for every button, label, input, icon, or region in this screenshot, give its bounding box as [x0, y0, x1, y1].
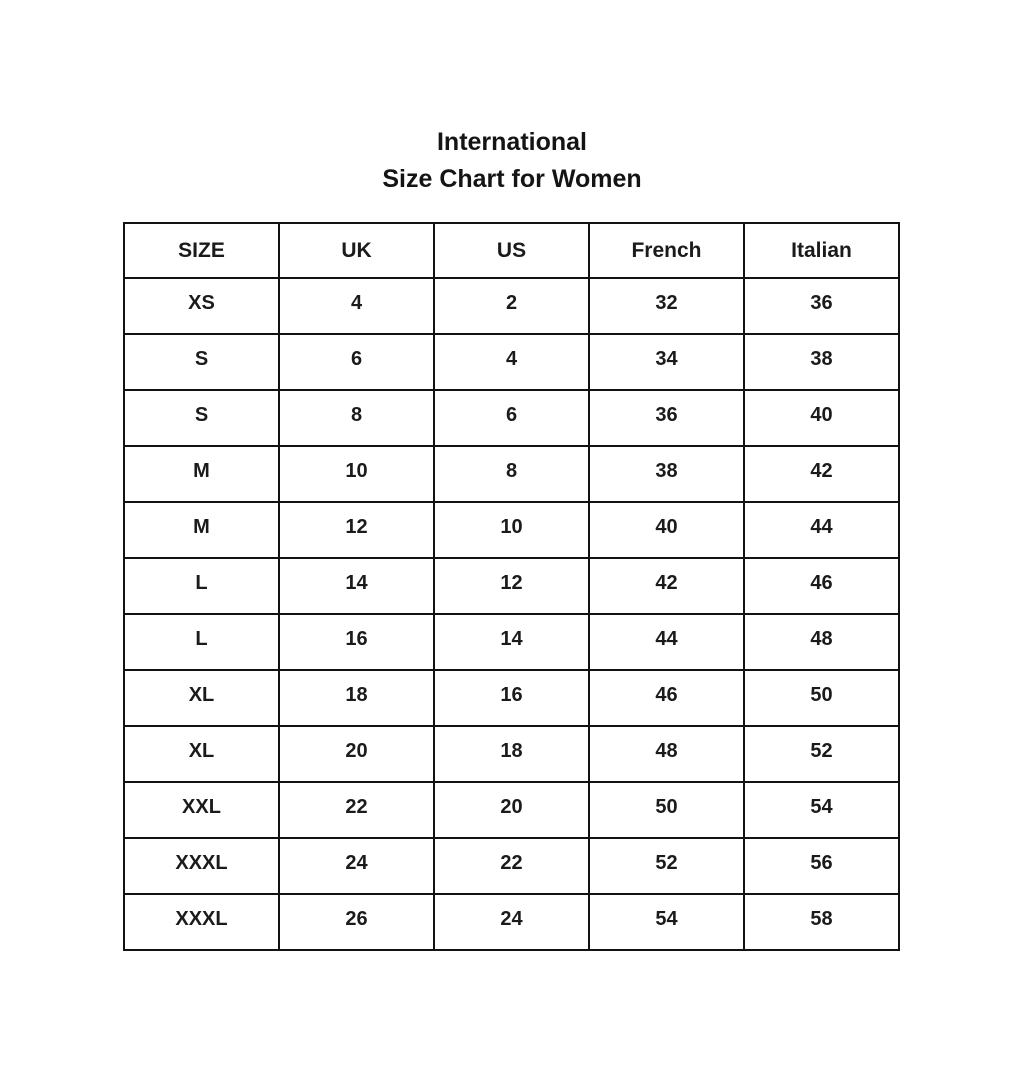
table-cell: L [124, 558, 279, 614]
table-cell: 20 [279, 726, 434, 782]
table-cell: 26 [279, 894, 434, 950]
table-cell: 18 [434, 726, 589, 782]
table-cell: 32 [589, 278, 744, 334]
table-cell: 16 [279, 614, 434, 670]
table-cell: 6 [434, 390, 589, 446]
table-cell: XL [124, 726, 279, 782]
table-cell: M [124, 502, 279, 558]
table-row [124, 726, 899, 782]
table-cell: 10 [434, 502, 589, 558]
table-cell: 20 [434, 782, 589, 838]
table-cell: 4 [434, 334, 589, 390]
table-cell: 50 [589, 782, 744, 838]
table-row [124, 390, 899, 446]
table-cell: 24 [279, 838, 434, 894]
table-cell: L [124, 614, 279, 670]
table-cell: 48 [744, 614, 899, 670]
table-row [124, 614, 899, 670]
table-cell: M [124, 446, 279, 502]
table-cell: 6 [279, 334, 434, 390]
chart-title-line2: Size Chart for Women [382, 165, 642, 193]
table-row [124, 838, 899, 894]
table-cell: 22 [279, 782, 434, 838]
table-cell: 46 [589, 670, 744, 726]
table-cell: 44 [589, 614, 744, 670]
table-header [124, 223, 899, 278]
table-cell: 22 [434, 838, 589, 894]
table-cell: 58 [744, 894, 899, 950]
table-cell: 24 [434, 894, 589, 950]
table-cell: 38 [744, 334, 899, 390]
table-cell: XXXL [124, 838, 279, 894]
table-cell: 52 [589, 838, 744, 894]
table-cell: 54 [744, 782, 899, 838]
table-header-row [124, 223, 899, 278]
table-cell: 38 [589, 446, 744, 502]
table-cell: 50 [744, 670, 899, 726]
table-row [124, 278, 899, 334]
table-cell: 56 [744, 838, 899, 894]
table-cell: 10 [279, 446, 434, 502]
chart-title [0, 124, 1024, 198]
table-row [124, 558, 899, 614]
table-cell: 44 [744, 502, 899, 558]
table-cell: 4 [279, 278, 434, 334]
table-row [124, 446, 899, 502]
table-cell: 2 [434, 278, 589, 334]
table-cell: 46 [744, 558, 899, 614]
table-cell: 8 [279, 390, 434, 446]
table-cell: S [124, 390, 279, 446]
table-cell: 40 [589, 502, 744, 558]
table-cell: 8 [434, 446, 589, 502]
table-cell: 12 [279, 502, 434, 558]
table-row [124, 782, 899, 838]
table-cell: 42 [589, 558, 744, 614]
column-header-french: French [589, 223, 744, 278]
table-cell: 12 [434, 558, 589, 614]
table-cell: S [124, 334, 279, 390]
table-cell: 54 [589, 894, 744, 950]
column-header-size: SIZE [124, 223, 279, 278]
table-cell: 14 [279, 558, 434, 614]
column-header-us: US [434, 223, 589, 278]
table-cell: XXXL [124, 894, 279, 950]
table-cell: XXL [124, 782, 279, 838]
column-header-italian: Italian [744, 223, 899, 278]
table-cell: XL [124, 670, 279, 726]
table-row [124, 502, 899, 558]
table-cell: 40 [744, 390, 899, 446]
table-cell: 52 [744, 726, 899, 782]
table-cell: 14 [434, 614, 589, 670]
table-cell: 16 [434, 670, 589, 726]
table-cell: 48 [589, 726, 744, 782]
chart-title-line1: International [436, 128, 587, 156]
column-header-uk: UK [279, 223, 434, 278]
table-cell: 36 [744, 278, 899, 334]
table-row [124, 894, 899, 950]
table-row [124, 334, 899, 390]
table-cell: XS [124, 278, 279, 334]
table-cell: 42 [744, 446, 899, 502]
table-row [124, 670, 899, 726]
table-cell: 18 [279, 670, 434, 726]
size-chart-table [123, 222, 900, 951]
table-cell: 36 [589, 390, 744, 446]
table-cell: 34 [589, 334, 744, 390]
table-body [124, 278, 899, 950]
